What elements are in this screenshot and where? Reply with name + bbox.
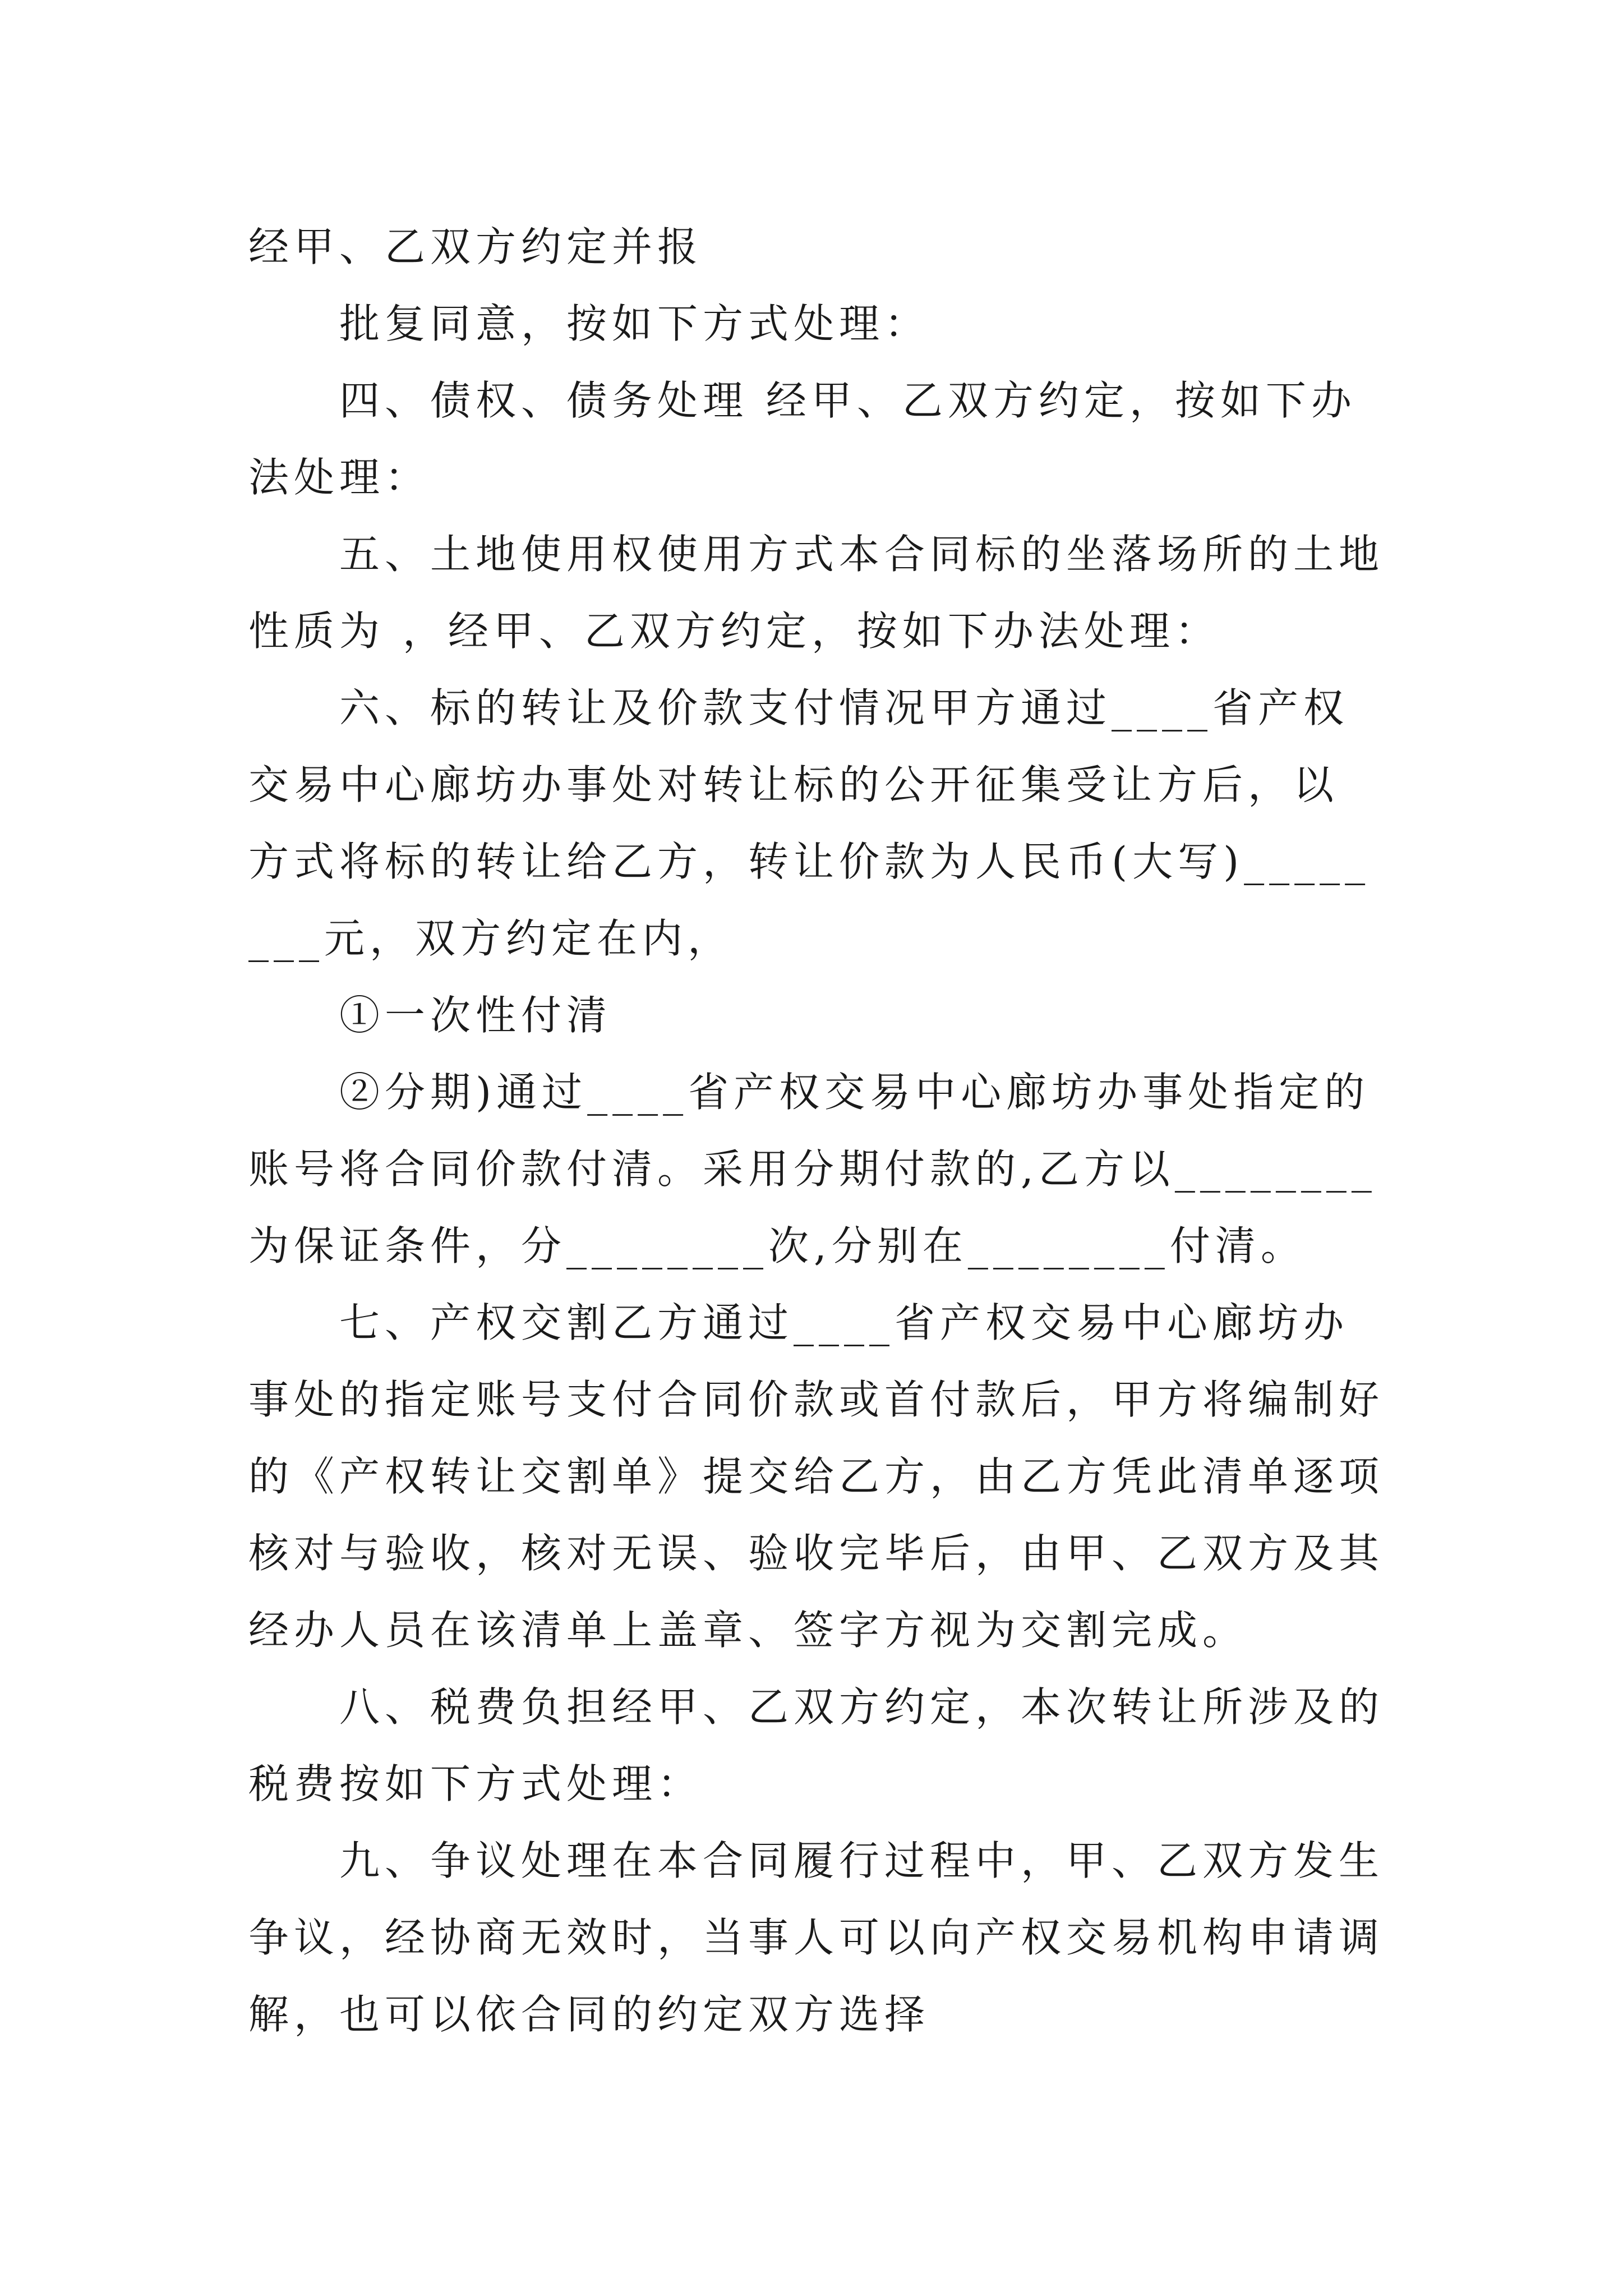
paragraph-approval: 批复同意，按如下方式处理： (339, 300, 930, 347)
paragraph-section-4-debts: 四、债权、债务处理 经甲、乙双方约定，按如下办法处理： (248, 377, 1357, 501)
paragraph-continuation: 经甲、乙双方约定并报 (248, 223, 703, 270)
paragraph-section-7-handover: 七、产权交割乙方通过____省产权交易中心廊坊办事处的指定账号支付合同价款或首付款后，甲方将编制好的《产权转让交割单》提交给乙方，由乙方凭此清单逐项核对与验收，核对无误、验收完毕后，由甲、乙双方及其经办人员在该清单上盖章、签字方视为交割完成。 (248, 1299, 1385, 1654)
paragraph-option-installments: ②分期)通过____省产权交易中心廊坊办事处指定的 账号将合同价款付清。采用分期付款的,乙方以________为保证条件，分________次,分别在________付清。 (248, 1069, 1377, 1269)
paragraph-section-6-transfer-payment: 六、标的转让及价款支付情况甲方通过____省产权交易中心廊坊办事处对转让标的公开征集受让方后，以 方式将标的转让给乙方，转让价款为人民币(大写)________元，双方约定在内， (248, 684, 1371, 962)
paragraph-option-lump-sum: ①一次性付清 (339, 992, 612, 1039)
paragraph-section-8-taxes: 八、税费负担经甲、乙双方约定，本次转让所涉及的税费按如下方式处理： (248, 1683, 1385, 1807)
document-body (248, 209, 1393, 2053)
paragraph-section-9-disputes: 九、争议处理在本合同履行过程中，甲、乙双方发生争议，经协商无效时，当事人可以向产权交易机构申请调解，也可以依合同的约定双方选择 (248, 1837, 1385, 2038)
paragraph-section-5-land-use: 五、土地使用权使用方式本合同标的坐落场所的土地性质为 ，经甲、乙双方约定，按如下办法处理： (248, 531, 1385, 655)
